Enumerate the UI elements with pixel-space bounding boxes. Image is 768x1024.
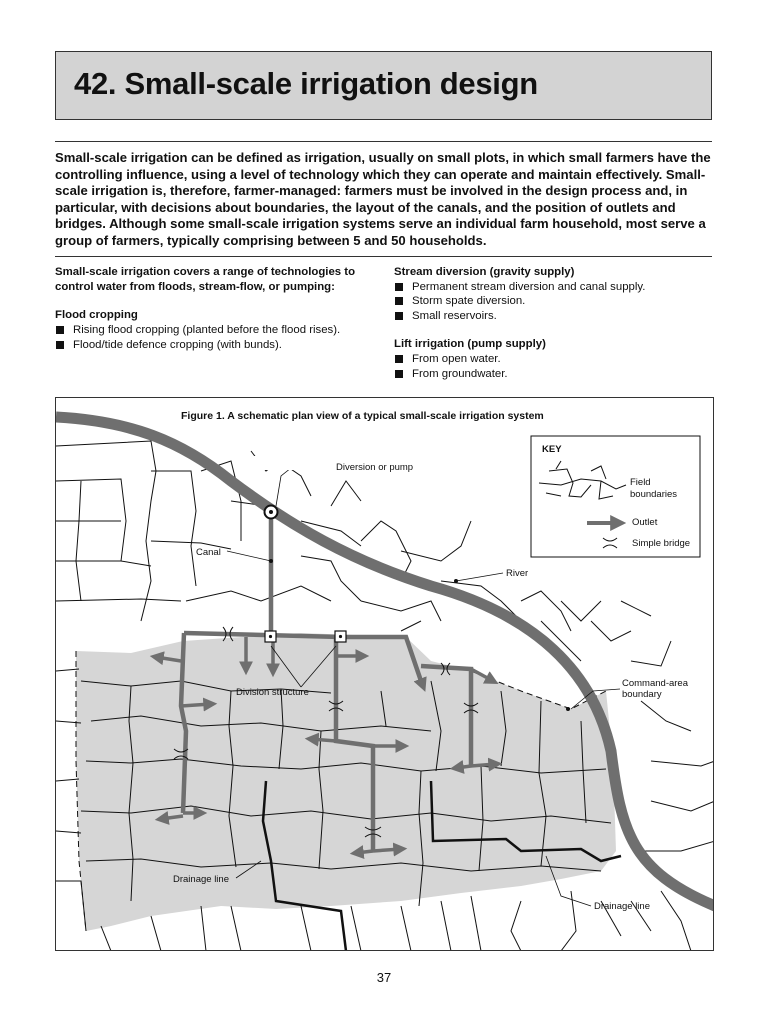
key-field-boundaries-2: boundaries [630, 489, 678, 500]
stream-diversion-heading: Stream diversion (gravity supply) [394, 266, 575, 278]
figure-title: Figure 1. A schematic plan view of a typical small-scale irrigation system [181, 410, 544, 422]
key-outlet: Outlet [632, 517, 658, 528]
boundary-marker [566, 707, 570, 711]
list-item: From groundwater. [394, 367, 714, 382]
command-area-label-2: boundary [622, 689, 662, 700]
lift-irrigation-heading: Lift irrigation (pump supply) [394, 338, 546, 351]
diversion-label: Diversion or pump [336, 462, 414, 473]
river-marker [454, 579, 458, 583]
key-simple-bridge: Simple bridge [632, 538, 691, 549]
flood-cropping-list [55, 323, 380, 353]
list-item: Permanent stream diversion and canal supply. [394, 280, 714, 295]
key-heading: KEY [542, 444, 562, 455]
intro-paragraph: Small-scale irrigation can be defined as irrigation, usually on small plots, in which small farmers have the controlling influence, using a level of technology which they can operate and maintain effectively. Small-scale irrigation is, therefore, farmer-managed: farmers must be involved in the design process and, in particular, with decisions about boundaries, the layout of the canals, and the position of outlets and bridges. Although some small-scale irrigation systems serve an individual farm household, most serve a group of farmers, typically comprising between 5 and 50 households. [55, 150, 711, 248]
list-item: Small reservoirs. [394, 309, 714, 324]
command-area-label-1: Command-area [622, 678, 688, 689]
diversion-pump-icon [265, 506, 278, 519]
flood-cropping-heading: Flood cropping [55, 309, 138, 322]
technologies-lead: Small-scale irrigation covers a range of technologies to control water from floods, stream-flow, or pumping: [55, 266, 356, 293]
stream-diversion-list [394, 280, 714, 324]
list-item: From open water. [394, 352, 714, 367]
page-title: 42. Small-scale irrigation design [74, 66, 538, 101]
list-item: Flood/tide defence cropping (with bunds). [55, 338, 380, 353]
command-area [76, 633, 616, 931]
division-label: Division structure [236, 687, 309, 698]
river-label: River [506, 568, 529, 579]
label-bg [241, 456, 336, 470]
canal-label: Canal [196, 547, 221, 558]
page-number: 37 [376, 970, 392, 985]
key-legend [531, 436, 700, 557]
key-field-boundaries-1: Field [630, 477, 651, 488]
right-column [394, 265, 714, 381]
title-banner [55, 51, 712, 120]
drainage-label-left: Drainage line [173, 874, 229, 885]
list-item: Storm spate diversion. [394, 294, 714, 309]
canal-marker [269, 559, 273, 563]
figure-1 [55, 397, 714, 951]
lift-irrigation-list [394, 352, 714, 381]
intro-rule [55, 256, 712, 257]
top-rule [55, 141, 712, 142]
left-column [55, 265, 380, 353]
drainage-label-right: Drainage line [594, 901, 650, 912]
list-item: Rising flood cropping (planted before the flood rises). [55, 323, 380, 338]
irrigation-schematic [56, 398, 714, 951]
